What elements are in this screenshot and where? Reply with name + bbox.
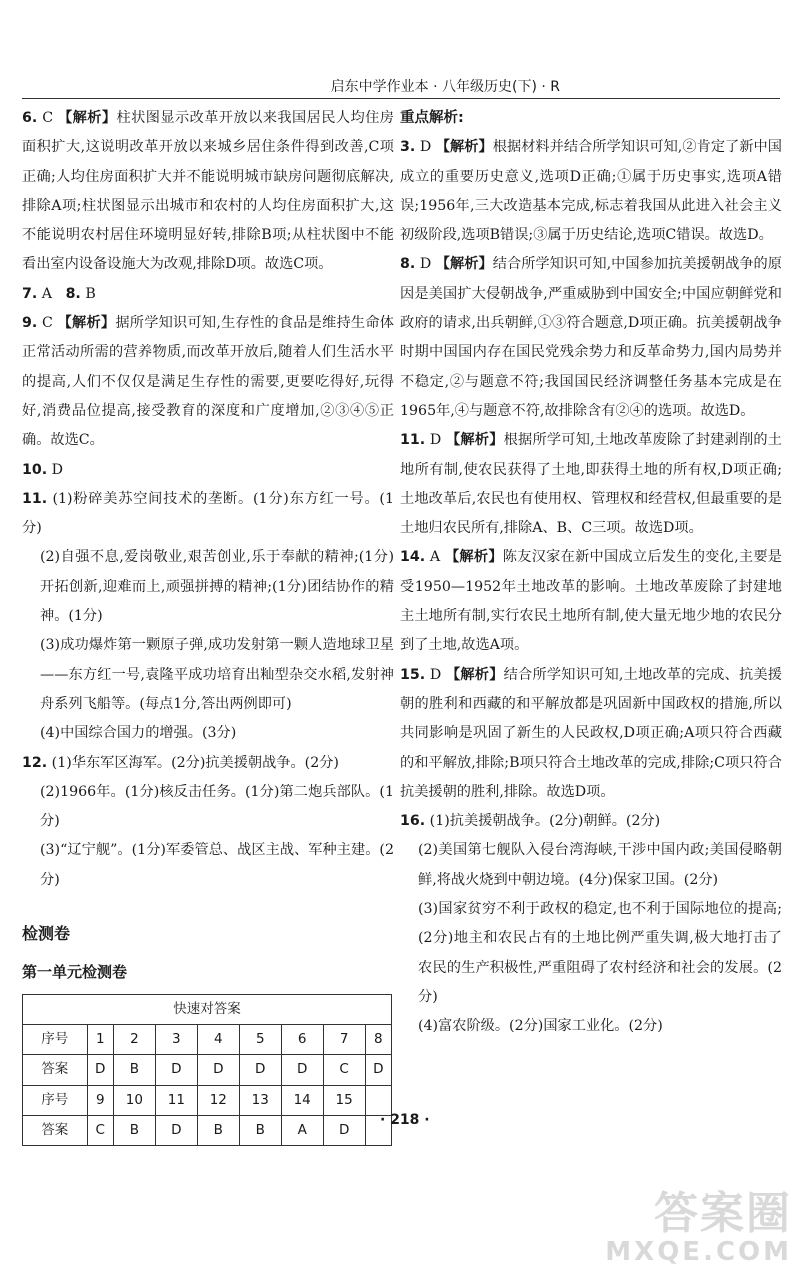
table-caption: 快速对答案 — [23, 994, 392, 1024]
answer-item-11 — [400, 426, 782, 543]
row-label: 序号 — [23, 1085, 88, 1115]
answer-part: (4)中国综合国力的增强。(3分) — [40, 725, 237, 742]
unit-title: 第一单元检测卷 — [22, 963, 128, 982]
table-cell: D — [197, 1055, 239, 1085]
analysis-tag: 【解析】 — [58, 110, 117, 126]
question-number: 7. — [22, 285, 38, 302]
analysis-tag: 【解析】 — [445, 432, 504, 449]
answer-part: (3)“辽宁舰”。(1分)军委管总、战区主战、军种主建。(2分) — [40, 842, 394, 888]
question-number: 16. — [400, 813, 426, 830]
table-cell: D — [365, 1055, 391, 1085]
question-number: 14. — [400, 549, 426, 566]
answer-letter: D — [419, 139, 432, 156]
row-label: 答案 — [23, 1115, 88, 1145]
table-cell: 2 — [113, 1024, 155, 1054]
analysis-text: 根据材料并结合所学知识可知,②肯定了新中国成立的重要历史意义,选项D正确;①属于历史事实,选项A错误;1956年,三大改造基本完成,标志着我国从此进入社会主义初级阶段,选项B错误;③属于历史结论,选项C错误。故选D。 — [400, 139, 782, 244]
answer-item-8 — [400, 250, 782, 426]
analysis-tag: 【解析】 — [445, 666, 504, 683]
question-number: 8. — [65, 285, 81, 302]
analysis-text: 柱状图显示改革开放以来我国居民人均住房面积扩大,这说明改革开放以来城乡居住条件得到改善,C项正确;人均住房面积扩大并不能说明城市缺房问题彻底解决,排除A项;柱状图显示出城市和农村的人均住房面积扩大,这不能说明农村居住环境明显好转,排除B项;从柱状图中不能看出室内设备设施大为改观,排除D项。故选C项。 — [22, 110, 394, 273]
answer-letter: A — [41, 285, 53, 302]
table-cell: D — [281, 1055, 323, 1085]
page-number: · 218 · — [380, 1112, 430, 1128]
table-cell: 1 — [87, 1024, 113, 1054]
table-cell: D — [155, 1055, 197, 1085]
analysis-text: 结合所学知识可知,中国参加抗美援朝战争的原因是美国扩大侵朝战争,严重威胁到中国安全;中国应朝鲜党和政府的请求,出兵朝鲜,①③符合题意,D项正确。抗美援朝战争时期中国国内存在国民党残余势力和反革命势力,国内局势并不稳定,②与题意不符;我国国民经济调整任务基本完成是在1965年,④与题意不符,故排除含有②④的选项。故选D。 — [400, 256, 782, 419]
table-cell: B — [197, 1115, 239, 1145]
question-number: 10. — [22, 461, 48, 478]
page-header — [22, 76, 780, 99]
table-cell: 3 — [155, 1024, 197, 1054]
row-label: 序号 — [23, 1024, 88, 1054]
quick-answer-table — [22, 994, 392, 1146]
table-cell: C — [323, 1055, 365, 1085]
table-cell: 15 — [323, 1085, 365, 1115]
answer-letter: D — [429, 666, 442, 683]
question-number: 9. — [22, 315, 38, 332]
table-cell: D — [239, 1055, 281, 1085]
table-cell: 10 — [113, 1085, 155, 1115]
answer-part: (1)抗美援朝战争。(2分)朝鲜。(2分) — [429, 813, 661, 830]
question-number: 8. — [400, 256, 416, 273]
table-cell: 4 — [197, 1024, 239, 1054]
table-cell: 8 — [365, 1024, 391, 1054]
table-cell: A — [281, 1115, 323, 1145]
question-number: 3. — [400, 139, 416, 156]
table-cell: D — [87, 1055, 113, 1085]
table-cell: 6 — [281, 1024, 323, 1054]
table-cell: 14 — [281, 1085, 323, 1115]
answer-letter: C — [42, 110, 54, 126]
answer-item-14 — [400, 543, 782, 660]
question-number: 11. — [22, 490, 48, 507]
table-row — [23, 1055, 392, 1085]
table-cell: 13 — [239, 1085, 281, 1115]
table-cell: 9 — [87, 1085, 113, 1115]
analysis-text: 结合所学知识可知,土地改革的完成、抗美援朝的胜利和西藏的和平解放都是巩固新中国政权的措施,所以共同影响是巩固了新生的人民政权,D项正确;A项只符合西藏的和平解放,排除;B项只符合土地改革的完成,排除;C项只符合抗美援朝的胜利,排除。故选D项。 — [400, 666, 782, 800]
answer-letter: A — [429, 549, 441, 566]
answer-part: (1)华东军区海军。(2分)抗美援朝战争。(2分) — [51, 754, 339, 771]
answer-item-11 — [22, 485, 394, 544]
question-number: 15. — [400, 666, 426, 683]
answer-part: (4)富农阶级。(2分)国家工业化。(2分) — [418, 1018, 663, 1035]
answer-part: (3)国家贫穷不利于政权的稳定,也不利于国际地位的提高;(2分)地主和农民占有的土地比例严重失调,极大地打击了农民的生产积极性,严重阻碍了农村经济和社会的发展。(2分) — [418, 901, 782, 1005]
analysis-text: 根据所学可知,土地改革废除了封建剥削的土地所有制,使农民获得了土地,即获得土地的所有权,D项正确;土地改革后,农民也有使用权、管理权和经营权,但最重要的是土地归农民所有,排除A、B、C三项。故选D项。 — [400, 432, 782, 537]
analysis-tag: 【解析】 — [435, 139, 493, 156]
table-cell: B — [239, 1115, 281, 1145]
answer-item-7-8 — [22, 280, 394, 309]
answer-part: (2)美国第七舰队入侵台湾海峡,干涉中国内政;美国侵略朝鲜,将战火烧到中朝边境。(4分)保家卫国。(2分) — [418, 842, 782, 888]
table-cell: D — [323, 1115, 365, 1145]
question-number: 6. — [22, 110, 38, 126]
watermark-logo-text: 答案圈 — [654, 1188, 792, 1239]
key-analysis-title: 重点解析: — [400, 110, 464, 126]
left-column — [22, 104, 394, 1146]
analysis-text: 陈友汉家在新中国成立后发生的变化,主要是受1950—1952年土地改革的影响。土地改革废除了封建地主土地所有制,实行农民土地所有制,使大量无地少地的农民分到了土地,故选A项。 — [400, 549, 782, 654]
table-cell: B — [113, 1115, 155, 1145]
answer-letter: B — [85, 285, 96, 302]
table-cell: 11 — [155, 1085, 197, 1115]
answer-part: (1)粉碎美苏空间技术的垄断。(1分)东方红一号。(1分) — [22, 490, 394, 537]
section-title: 检测卷 — [22, 924, 71, 944]
analysis-tag: 【解析】 — [444, 549, 503, 566]
analysis-text: 据所学知识可知,生存性的食品是维持生命体正常活动所需的营养物质,而改革开放后,随着人们生活水平的提高,人们不仅仅是满足生存性的需要,更要吃得好,玩得好,消费品位提高,接受教育的深度和广度增加,②③④⑤正确。故选C。 — [22, 315, 394, 449]
row-label: 答案 — [23, 1055, 88, 1085]
table-row — [23, 1085, 392, 1115]
answer-part: (2)1966年。(1分)核反击任务。(1分)第二炮兵部队。(1分) — [40, 783, 394, 830]
answer-letter: D — [419, 256, 432, 273]
answer-item-6 — [22, 104, 394, 280]
answer-item-15 — [400, 661, 782, 807]
answer-item-16 — [400, 807, 782, 836]
header-title: 启东中学作业本 · 八年级历史(下) · R — [330, 79, 560, 95]
watermark-domain: MXQE.COM — [605, 1237, 792, 1267]
question-number: 11. — [400, 432, 426, 449]
answer-part: (2)自强不息,爱岗敬业,艰苦创业,乐于奉献的精神;(1分)开拓创新,迎难而上,顽强拼搏的精神;(1分)团结协作的精神。(1分) — [40, 549, 394, 625]
answer-item-12 — [22, 749, 394, 778]
answer-letter: D — [429, 432, 442, 449]
answer-letter: D — [51, 461, 64, 478]
table-row — [23, 1115, 392, 1145]
table-row — [23, 1024, 392, 1054]
table-cell: 5 — [239, 1024, 281, 1054]
answer-letter: C — [42, 315, 53, 332]
table-cell — [365, 1085, 391, 1115]
table-cell: 7 — [323, 1024, 365, 1054]
table-cell: C — [87, 1115, 113, 1145]
answer-item-9 — [22, 309, 394, 455]
answer-item-10 — [22, 456, 394, 485]
table-cell: B — [113, 1055, 155, 1085]
answer-item-3 — [400, 133, 782, 250]
answer-part: (3)成功爆炸第一颗原子弹,成功发射第一颗人造地球卫星——东方红一号,袁隆平成功培育出籼型杂交水稻,发射神舟系列飞船等。(每点1分,答出两例即可) — [40, 637, 394, 712]
right-column — [400, 104, 782, 1042]
analysis-tag: 【解析】 — [57, 315, 116, 332]
question-number: 12. — [22, 754, 48, 771]
table-cell: D — [155, 1115, 197, 1145]
table-cell: 12 — [197, 1085, 239, 1115]
analysis-tag: 【解析】 — [435, 256, 493, 273]
site-watermark — [577, 1190, 792, 1270]
